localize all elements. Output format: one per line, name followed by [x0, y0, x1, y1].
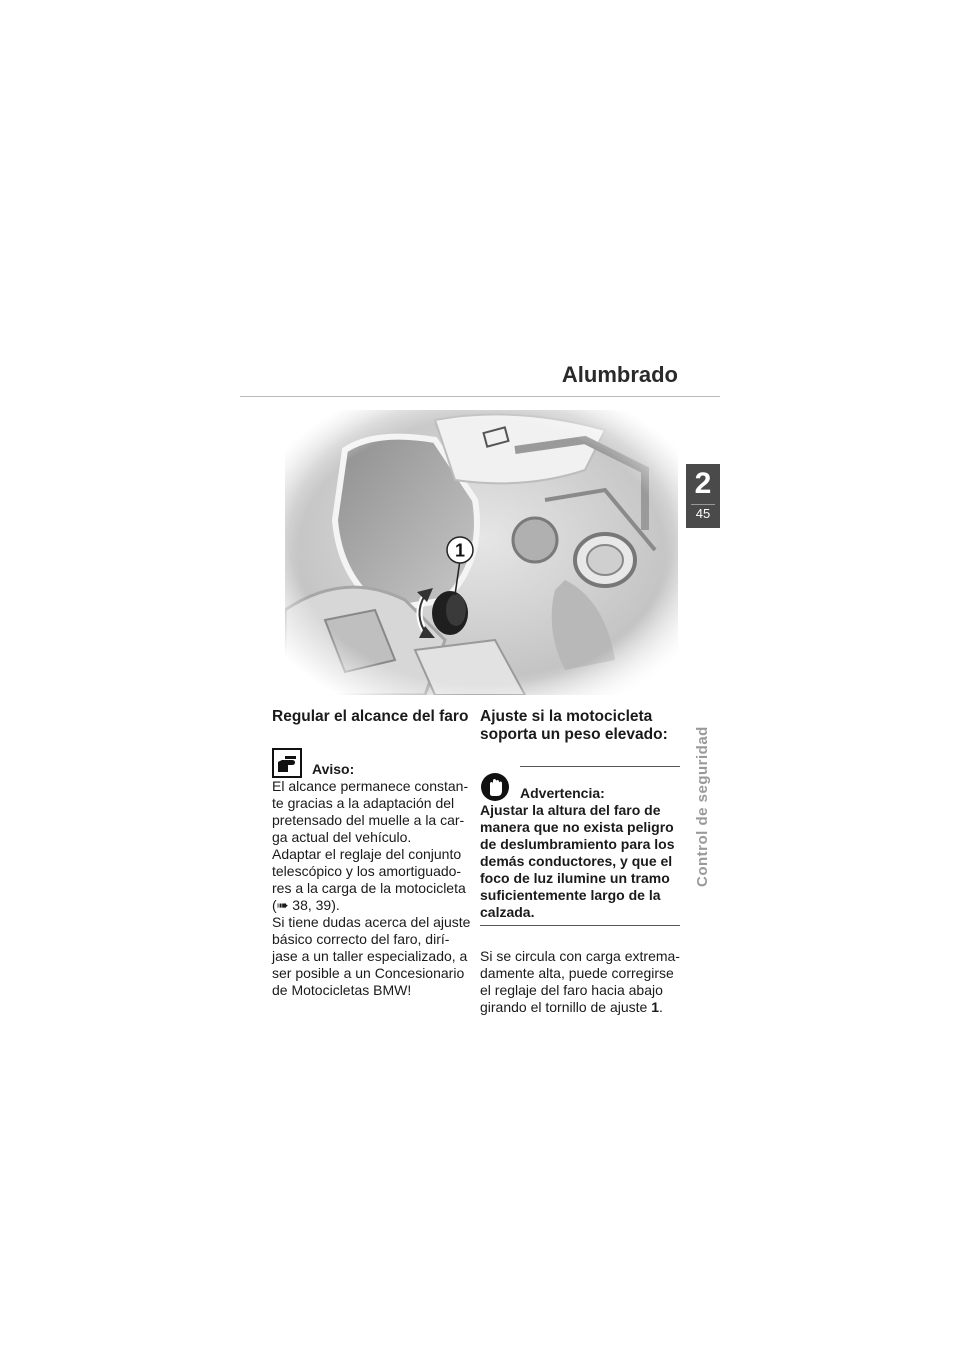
text-line: calzada. — [480, 904, 535, 920]
note-header — [272, 748, 472, 778]
warning-top-rule — [520, 766, 680, 767]
text-line: de Motocicletas BMW! — [272, 982, 412, 998]
title-divider — [240, 396, 720, 397]
text-line: Ajustar la altura del faro de — [480, 802, 661, 818]
headlight-adjustment-photo — [285, 410, 678, 695]
text-line: básico correcto del faro, dirí- — [272, 931, 450, 947]
chapter-side-label: Control de seguridad — [694, 726, 711, 887]
text-line: Si se circula con carga extrema- — [480, 948, 680, 964]
callout-reference: 1 — [651, 999, 660, 1015]
left-column — [272, 708, 472, 999]
page-reference[interactable]: (➠ 38, 39). — [272, 897, 340, 913]
warning-body — [480, 802, 680, 921]
warning-label: Advertencia: — [520, 785, 605, 801]
text-line: Adaptar el reglaje del conjunto — [272, 846, 462, 862]
warning-bottom-rule — [480, 925, 680, 926]
text-line: el reglaje del faro hacia abajo — [480, 982, 663, 998]
text-line: Si tiene dudas acerca del ajuste — [272, 914, 471, 930]
warning-block — [480, 766, 680, 926]
right-heading — [480, 708, 680, 744]
note-body — [272, 778, 472, 999]
text-line: pretensado del muelle a la car- — [272, 812, 465, 828]
note-label: Aviso: — [312, 761, 355, 777]
text-line: El alcance permanece constan- — [272, 778, 469, 794]
heading-line: soporta un peso elevado: — [480, 726, 668, 743]
text-line: res a la carga de la motocicleta — [272, 880, 466, 896]
section-title: Alumbrado — [561, 362, 678, 387]
text-line: . — [659, 999, 663, 1015]
left-heading: Regular el alcance del faro — [272, 708, 469, 725]
text-line: telescópico y los amortiguado- — [272, 863, 462, 879]
text-line: girando el tornillo de ajuste — [480, 999, 652, 1015]
page-number: 45 — [691, 504, 715, 523]
chapter-number: 2 — [694, 467, 712, 500]
text-line: jase a un taller especializado, a — [272, 948, 468, 964]
text-line: suficientemente largo de la — [480, 887, 661, 903]
note-pointing-hand-icon — [272, 748, 302, 778]
warning-hand-icon — [480, 772, 510, 802]
right-column — [480, 708, 680, 1016]
heading-line: Ajuste si la motocicleta — [480, 708, 653, 725]
text-line: demás conductores, y que el — [480, 853, 673, 869]
text-line: manera que no exista peligro — [480, 819, 674, 835]
text-line: ser posible a un Concesionario — [272, 965, 465, 981]
right-body — [480, 948, 680, 1016]
warning-header — [480, 766, 680, 802]
text-line: damente alta, puede corregirse — [480, 965, 674, 981]
chapter-tab — [686, 464, 720, 528]
text-line: foco de luz ilumine un tramo — [480, 870, 670, 886]
text-line: te gracias a la adaptación del — [272, 795, 455, 811]
text-line: de deslumbramiento para los — [480, 836, 675, 852]
text-line: ga actual del vehículo. — [272, 829, 412, 845]
